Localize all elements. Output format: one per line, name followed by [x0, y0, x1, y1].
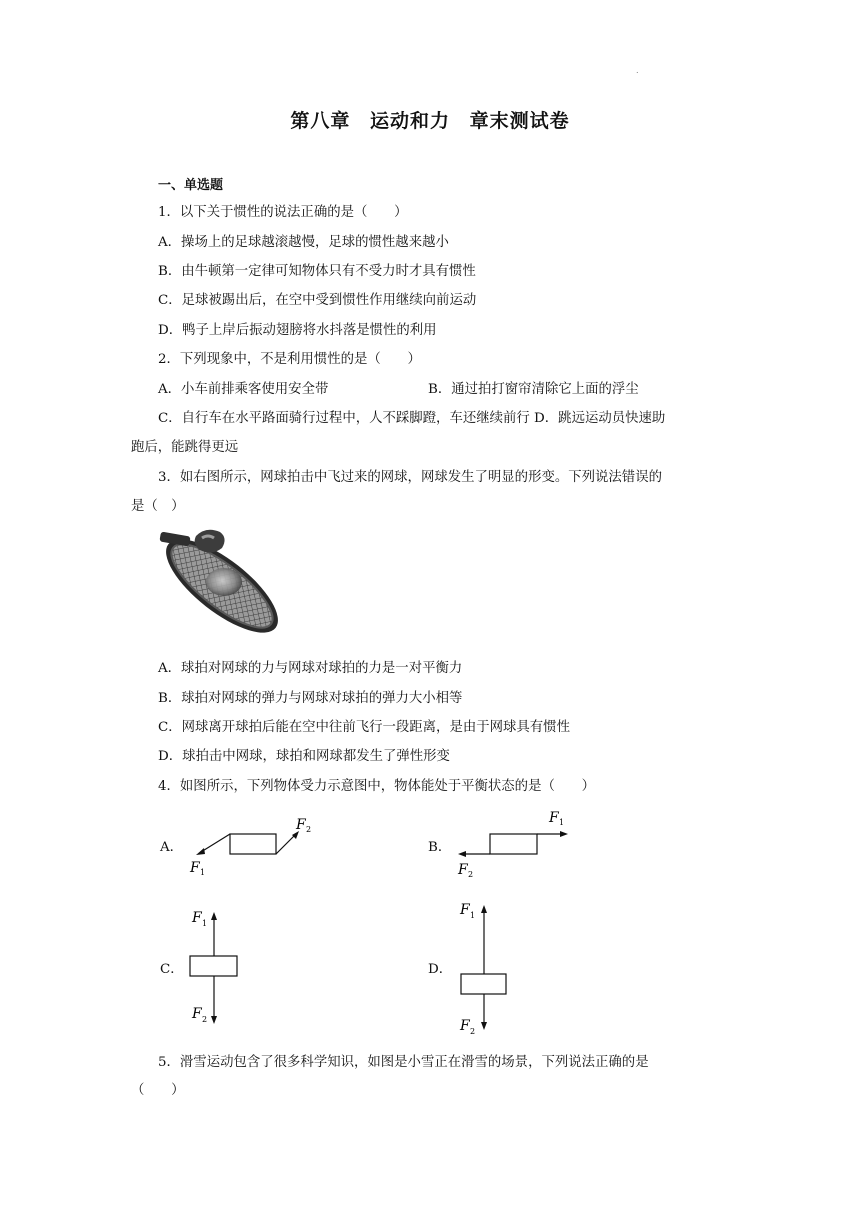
- force-f2-label: F: [296, 817, 306, 833]
- force-f1-label: F: [192, 910, 202, 926]
- force-f2-subscript: 2: [468, 870, 474, 879]
- q5-stem-line1: 5．滑雪运动包含了很多科学知识，如图是小雪正在滑雪的场景，下列说法正确的是: [158, 1055, 649, 1070]
- q4-option-a-label: A．: [160, 840, 184, 855]
- q1-option-a: A．操场上的足球越滚越慢，足球的惯性越来越小: [158, 235, 449, 250]
- force-f2-subscript: 2: [470, 1027, 476, 1036]
- corner-mark: .: [636, 66, 639, 75]
- q4-option-d-label: D．: [428, 962, 453, 977]
- q4-option-b-label: B．: [428, 840, 452, 855]
- force-f1-label: F: [190, 860, 200, 876]
- force-diagram-d: [456, 896, 516, 1042]
- force-f2-subscript: 2: [202, 1015, 208, 1024]
- force-diagram-b: [452, 806, 582, 882]
- force-f1-subscript: 1: [200, 868, 206, 877]
- title-chapter: 第八章: [290, 110, 351, 132]
- q2-option-cd-line2: 跑后，能跳得更远: [131, 440, 239, 455]
- force-f2-subscript: 2: [306, 825, 312, 834]
- q1-option-d: D．鸭子上岸后振动翅膀将水抖落是惯性的利用: [158, 323, 437, 338]
- q4-stem: 4．如图所示，下列物体受力示意图中，物体能处于平衡状态的是（ ）: [158, 779, 596, 794]
- q1-option-b: B．由牛顿第一定律可知物体只有不受力时才具有惯性: [158, 264, 476, 279]
- q1-option-c: C．足球被踢出后，在空中受到惯性作用继续向前运动: [158, 293, 477, 308]
- q3-stem-line1: 3．如右图所示，网球拍击中飞过来的网球，网球发生了明显的形变。下列说法错误的: [158, 470, 662, 485]
- q3-option-c: C．网球离开球拍后能在空中往前飞行一段距离，是由于网球具有惯性: [158, 720, 570, 735]
- force-f1-subscript: 1: [559, 818, 565, 827]
- q3-option-b: B．球拍对网球的弹力与网球对球拍的弹力大小相等: [158, 691, 463, 706]
- force-f2-label: F: [192, 1006, 202, 1022]
- section-heading: 一、单选题: [158, 178, 224, 193]
- q5-stem-line2: （ ）: [131, 1083, 185, 1098]
- force-f1-subscript: 1: [470, 911, 476, 920]
- q2-option-a: A．小车前排乘客使用安全带: [158, 382, 329, 397]
- force-f2-label: F: [458, 862, 468, 878]
- force-diagram-c: [186, 904, 246, 1028]
- force-f1-subscript: 1: [202, 919, 208, 928]
- force-f2-label: F: [460, 1018, 470, 1034]
- q2-option-b: B．通过拍打窗帘清除它上面的浮尘: [428, 382, 639, 397]
- force-f1-label: F: [549, 810, 559, 826]
- q4-option-c-label: C．: [160, 962, 184, 977]
- q3-option-a: A．球拍对网球的力与网球对球拍的力是一对平衡力: [158, 661, 463, 676]
- q1-stem: 1．以下关于惯性的说法正确的是（ ）: [158, 205, 408, 220]
- page-title: [0, 106, 860, 133]
- q3-stem-line2: 是（ ）: [131, 499, 185, 514]
- title-kind: 章末测试卷: [469, 110, 570, 132]
- force-diagram-a: [186, 808, 326, 882]
- q2-stem: 2．下列现象中，不是利用惯性的是（ ）: [158, 352, 421, 367]
- force-f1-label: F: [460, 902, 470, 918]
- q3-option-d: D．球拍击中网球，球拍和网球都发生了弹性形变: [158, 749, 450, 764]
- q2-option-cd-line1: C．自行车在水平路面骑行过程中，人不踩脚蹬，车还继续前行 D．跳远运动员快速助: [158, 411, 666, 426]
- tennis-racket-image: [156, 524, 288, 648]
- title-topic: 运动和力: [369, 110, 450, 132]
